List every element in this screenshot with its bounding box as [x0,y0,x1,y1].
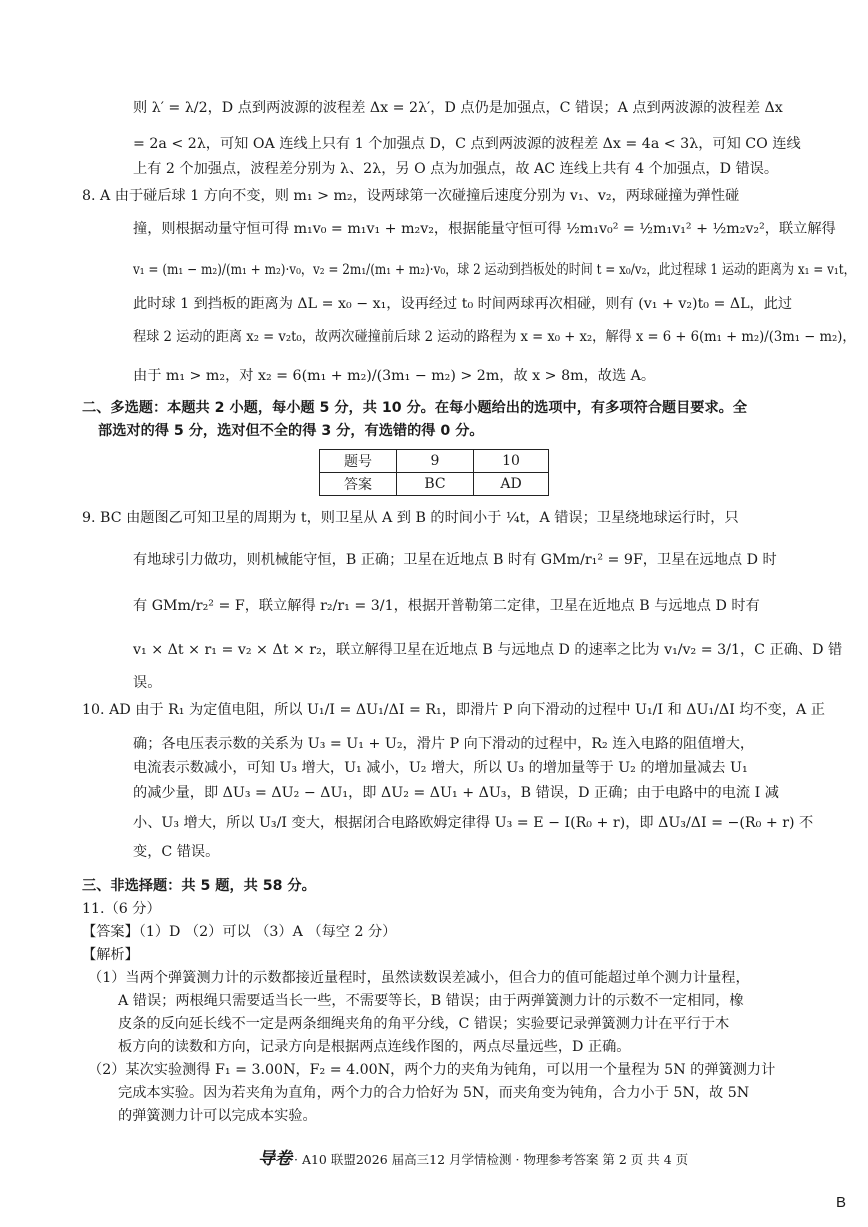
table-cell: AD [474,473,549,496]
q10-line-2: 确；各电压表示数的关系为 U₃ = U₁ + U₂，滑片 P 向下滑动的过程中，R₂ 连入电路的阻值增大， [133,736,755,752]
q8-line-4: 此时球 1 到挡板的距离为 ΔL = x₀ − x₁，设再经过 t₀ 时间两球再次相碰，则有 (v₁ + v₂)t₀ = ΔL，此过 [133,296,793,312]
q9-line-5: 误。 [133,675,162,691]
q9-line-1: 9. BC 由题图乙可知卫星的周期为 t，则卫星从 A 到 B 的时间小于 ¼t，A 错误；卫星绕地球运行时，只 [82,510,739,526]
q11-analysis-2-line-2: 完成本实验。因为若夹角为直角，两个力的合力恰好为 5N，而夹角变为钝角，合力小于 5N，故 5N [118,1085,750,1101]
section-2-heading: 二、多选题：本题共 2 小题，每小题 5 分，共 10 分。在每小题给出的选项中，有多项符合题目要求。全 [82,400,748,416]
text-line-2: = 2a < 2λ，可知 OA 连线上只有 1 个加强点 D，C 点到两波源的波程差 Δx = 4a < 3λ，可知 CO 连线 [133,136,801,152]
table-cell: 题号 [320,450,397,473]
q8-line-1: 8. A 由于碰后球 1 方向不变，则 m₁ > m₂，设两球第一次碰撞后速度分别为 v₁、v₂，两球碰撞为弹性碰 [82,188,740,204]
q9-line-4: v₁ × Δt × r₁ = v₂ × Δt × r₂，联立解得卫星在近地点 B 与远地点 D 的速率之比为 v₁/v₂ = 3/1，C 正确、D 错 [133,642,843,658]
q11-analysis-1-line-4: 板方向的读数和方向，记录方向是根据两点连线作图的，两点尽量远些，D 正确。 [118,1039,631,1055]
q8-line-2: 撞，则根据动量守恒可得 m₁v₀ = m₁v₁ + m₂v₂，根据能量守恒可得 ½m₁v₀² = ½m₁v₁² + ½m₂v₂²，联立解得 [133,221,836,237]
q11-analysis-2-line-3: 的弹簧测力计可以完成本实验。 [118,1108,317,1124]
q10-line-1: 10. AD 由于 R₁ 为定值电阻，所以 U₁/I = ΔU₁/ΔI = R₁，即滑片 P 向下滑动的过程中 U₁/I 和 ΔU₁/ΔI 均不变，A 正 [82,702,825,718]
q11-answer: 【答案】（1）D （2）可以 （3）A （每空 2 分） [82,924,397,940]
table-cell: BC [397,473,474,496]
section-3-heading: 三、非选择题：共 5 题，共 58 分。 [82,878,316,894]
q8-line-6: 由于 m₁ > m₂，对 x₂ = 6(m₁ + m₂)/(3m₁ − m₂) > 2m，故 x > 8m，故选 A。 [133,368,656,384]
table-cell: 10 [474,450,549,473]
text-line-3: 上有 2 个加强点，波程差分别为 λ、2λ，另 O 点为加强点，故 AC 连线上共有 4 个加强点，D 错误。 [133,161,779,177]
text-line-1: 则 λ′ = λ/2，D 点到两波源的波程差 Δx = 2λ′，D 点仍是加强点，C 错误；A 点到两波源的波程差 Δx [133,100,783,116]
table-cell: 答案 [320,473,397,496]
table-cell: 9 [397,450,474,473]
q11-analysis-1-line-3: 皮条的反向延长线不一定是两条细绳夹角的角平分线，C 错误；实验要记录弹簧测力计在平行于木 [118,1016,730,1032]
q10-line-6: 变，C 错误。 [133,844,220,860]
q11-analysis-2-line-1: （2）某次实验测得 F₁ = 3.00N，F₂ = 4.00N，两个力的夹角为钝角，可以用一个量程为 5N 的弹簧测力计 [88,1062,776,1078]
brand-logo: 导卷 [258,1149,292,1169]
answer-table [319,449,549,496]
q9-line-2: 有地球引力做功，则机械能守恒，B 正确；卫星在近地点 B 时有 GMm/r₁² = 9F，卫星在远地点 D 时 [133,552,777,568]
q11-analysis-1-line-1: （1）当两个弹簧测力计的示数都接近量程时，虽然读数误差减小，但合力的值可能超过单个测力计量程， [88,970,750,986]
page-footer [258,1144,688,1169]
q10-line-5: 小、U₃ 增大，所以 U₃/I 变大，根据闭合电路欧姆定律得 U₃ = E − I(R₀ + r)，即 ΔU₃/ΔI = −(R₀ + r) 不 [133,815,814,831]
table-row [320,450,549,473]
footer-text: · A10 联盟2026 届高三12 月学情检测 · 物理参考答案 第 2 页 共 4 页 [294,1152,689,1167]
q11-heading: 11.（6 分） [82,901,161,917]
q10-line-4: 的减少量，即 ΔU₃ = ΔU₂ − ΔU₁，即 ΔU₂ = ΔU₁ + ΔU₃，B 错误，D 正确；由于电路中的电流 I 减 [133,785,779,801]
section-2-heading-cont: 部选对的得 5 分，选对但不全的得 3 分，有选错的得 0 分。 [98,423,484,439]
q11-analysis-label: 【解析】 [82,947,139,963]
corner-mark: B [836,1194,847,1211]
q9-line-3: 有 GMm/r₂² = F，联立解得 r₂/r₁ = 3/1，根据开普勒第二定律，卫星在近地点 B 与远地点 D 时有 [133,598,760,614]
q8-line-3: v₁ = (m₁ − m₂)/(m₁ + m₂)·v₀，v₂ = 2m₁/(m₁ + m₂)·v₀，球 2 运动到挡板处的时间 t = x₀/v₂，此过程球 1 运动的距离为 x₁ = v₁t， [133,262,856,278]
q11-analysis-1-line-2: A 错误；两根绳只需要适当长一些，不需要等长，B 错误；由于两弹簧测力计的示数不一定相同，橡 [118,993,744,1009]
q8-line-5: 程球 2 运动的距离 x₂ = v₂t₀，故两次碰撞前后球 2 运动的路程为 x = x₀ + x₂，解得 x = 6 + 6(m₁ + m₂)/(3m₁ − m₂)， [133,329,856,345]
table-row [320,473,549,496]
q10-line-3: 电流表示数减小，可知 U₃ 增大，U₁ 减小，U₂ 增大，所以 U₃ 的增加量等于 U₂ 的增加量减去 U₁ [133,760,748,776]
